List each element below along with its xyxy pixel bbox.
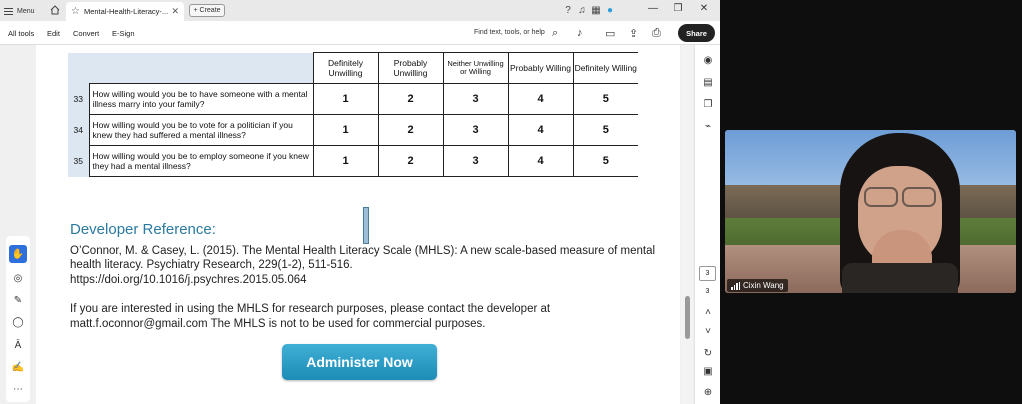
refresh-icon[interactable]: ↻ bbox=[703, 348, 713, 359]
account-avatar-icon[interactable]: ● bbox=[606, 5, 614, 16]
menu-edit[interactable]: Edit bbox=[47, 29, 60, 38]
doi-link[interactable]: https://doi.org/10.1016/j.psychres.2015.05.064 bbox=[70, 274, 307, 286]
rating-value: 3 bbox=[443, 84, 508, 115]
close-tab-icon[interactable]: ✕ bbox=[171, 6, 179, 16]
rating-value: 2 bbox=[378, 84, 443, 115]
menu-label: Menu bbox=[17, 7, 35, 15]
chevron-up-icon[interactable]: ˄ bbox=[705, 307, 711, 318]
help-icon[interactable]: ? bbox=[565, 5, 571, 16]
rating-value: 4 bbox=[508, 84, 573, 115]
table-row bbox=[68, 146, 638, 177]
text-cursor-icon bbox=[363, 207, 369, 244]
rating-value: 1 bbox=[313, 146, 378, 177]
rating-value: 1 bbox=[313, 84, 378, 115]
participant-name: Cixin Wang bbox=[743, 281, 784, 290]
rating-value: 4 bbox=[508, 146, 573, 177]
comment-icon[interactable]: ◎ bbox=[13, 272, 23, 284]
listen-icon[interactable]: ♪ bbox=[577, 27, 583, 39]
blank-cell bbox=[68, 53, 89, 84]
scale-table bbox=[68, 52, 638, 177]
create-label: Create bbox=[199, 7, 221, 14]
lasso-icon[interactable]: ◯ bbox=[12, 316, 24, 328]
header-cell: Definitely Unwilling bbox=[313, 53, 378, 84]
page-fit-icon[interactable]: ▣ bbox=[703, 366, 713, 377]
table-row bbox=[68, 84, 638, 115]
hand-tool-icon[interactable]: ✋ bbox=[9, 245, 27, 263]
left-tool-strip bbox=[6, 236, 30, 402]
menu-button[interactable] bbox=[4, 4, 35, 18]
document-tab[interactable] bbox=[66, 2, 184, 21]
pages-icon[interactable]: ❐ bbox=[703, 99, 713, 110]
signal-bars-icon bbox=[731, 282, 740, 290]
bell-icon[interactable]: ♫ bbox=[578, 5, 586, 16]
header-cell: Neither Unwilling or Willing bbox=[443, 53, 508, 84]
item-question: How willing would you be to vote for a politician if you knew they had suffered a mental illness? bbox=[89, 115, 313, 146]
rating-value: 3 bbox=[443, 115, 508, 146]
chevron-down-icon[interactable]: ˅ bbox=[705, 326, 711, 337]
item-number: 33 bbox=[68, 84, 89, 115]
more-tools-icon[interactable]: ⋯ bbox=[13, 383, 23, 395]
developer-reference-heading: Developer Reference: bbox=[70, 221, 216, 238]
fill-sign-icon[interactable]: ✍ bbox=[11, 361, 25, 373]
rating-value: 1 bbox=[313, 115, 378, 146]
header-cell: Probably Unwilling bbox=[378, 53, 443, 84]
hamburger-icon bbox=[4, 8, 13, 15]
citation-text: O’Connor, M. & Casey, L. (2015). The Mental Health Literacy Scale (MHLS): A new scale-based measure of mental health literacy. Psychiatry Research, 229(1-2), 511-516. bbox=[70, 245, 656, 271]
restore-icon[interactable]: ❐ bbox=[673, 3, 683, 14]
item-number: 35 bbox=[68, 146, 89, 177]
rating-value: 2 bbox=[378, 146, 443, 177]
header-cell: Probably Willing bbox=[508, 53, 573, 84]
share-button[interactable]: Share bbox=[678, 24, 715, 42]
header-cell: Definitely Willing bbox=[573, 53, 638, 84]
participant-sleeve bbox=[842, 263, 958, 293]
toolbar bbox=[0, 21, 720, 45]
attachment-icon[interactable]: ⌁ bbox=[704, 121, 712, 132]
glasses-right bbox=[902, 187, 936, 207]
right-panel bbox=[694, 45, 720, 404]
item-number: 34 bbox=[68, 115, 89, 146]
page-number-input[interactable]: 3 bbox=[699, 266, 716, 281]
upload-icon[interactable]: ⇪ bbox=[629, 28, 639, 40]
menu-e-sign[interactable]: E-Sign bbox=[112, 29, 135, 38]
ai-assistant-icon[interactable]: ◉ bbox=[703, 55, 713, 66]
contact-text: If you are interested in using the MHLS for research purposes, please contact the developer at matt.f.oconnor@gmail.com The MHLS is not to be used for commercial purposes. bbox=[70, 303, 551, 330]
table-header-row bbox=[68, 53, 638, 84]
pen-icon[interactable]: ✎ bbox=[13, 294, 23, 306]
find-field[interactable]: Find text, tools, or help bbox=[474, 29, 545, 36]
comments-panel-icon[interactable]: ▤ bbox=[703, 77, 713, 88]
rating-value: 3 bbox=[443, 146, 508, 177]
rating-value: 5 bbox=[573, 84, 638, 115]
video-feed bbox=[725, 130, 1016, 293]
page-total: 3 bbox=[705, 288, 710, 295]
rating-value: 4 bbox=[508, 115, 573, 146]
close-window-icon[interactable]: ✕ bbox=[699, 3, 709, 14]
search-icon[interactable]: ⌕ bbox=[552, 27, 559, 39]
rating-value: 2 bbox=[378, 115, 443, 146]
scrollbar-thumb[interactable] bbox=[685, 296, 690, 339]
tab-title: Mental-Health-Literacy-... bbox=[83, 7, 169, 16]
tab-bar bbox=[0, 0, 720, 21]
print-icon[interactable]: ⎙ bbox=[652, 27, 661, 39]
save-icon[interactable]: ▭ bbox=[605, 28, 616, 40]
document-page bbox=[36, 45, 680, 404]
star-icon[interactable]: ☆ bbox=[71, 6, 80, 17]
table-row bbox=[68, 115, 638, 146]
menu-all-tools[interactable]: All tools bbox=[8, 29, 35, 38]
rating-value: 5 bbox=[573, 115, 638, 146]
plus-icon: + bbox=[193, 7, 198, 14]
participant-name-tag bbox=[727, 279, 788, 292]
item-question: How willing would you be to employ someone if you knew they had a mental illness? bbox=[89, 146, 313, 177]
home-icon[interactable] bbox=[49, 4, 61, 16]
apps-grid-icon[interactable]: ▦ bbox=[591, 5, 601, 16]
vertical-scrollbar[interactable] bbox=[681, 45, 693, 404]
glasses-left bbox=[864, 187, 898, 207]
create-button[interactable] bbox=[189, 4, 225, 17]
text-box-icon[interactable]: Ā bbox=[14, 339, 22, 351]
rating-value: 5 bbox=[573, 146, 638, 177]
menu-convert[interactable]: Convert bbox=[73, 29, 100, 38]
item-question: How willing would you be to have someone with a mental illness marry into your family? bbox=[89, 84, 313, 115]
blank-cell bbox=[89, 53, 313, 84]
zoom-icon[interactable]: ⊕ bbox=[703, 387, 713, 398]
minimize-icon[interactable]: — bbox=[648, 3, 658, 14]
administer-now-button[interactable]: Administer Now bbox=[282, 344, 437, 380]
